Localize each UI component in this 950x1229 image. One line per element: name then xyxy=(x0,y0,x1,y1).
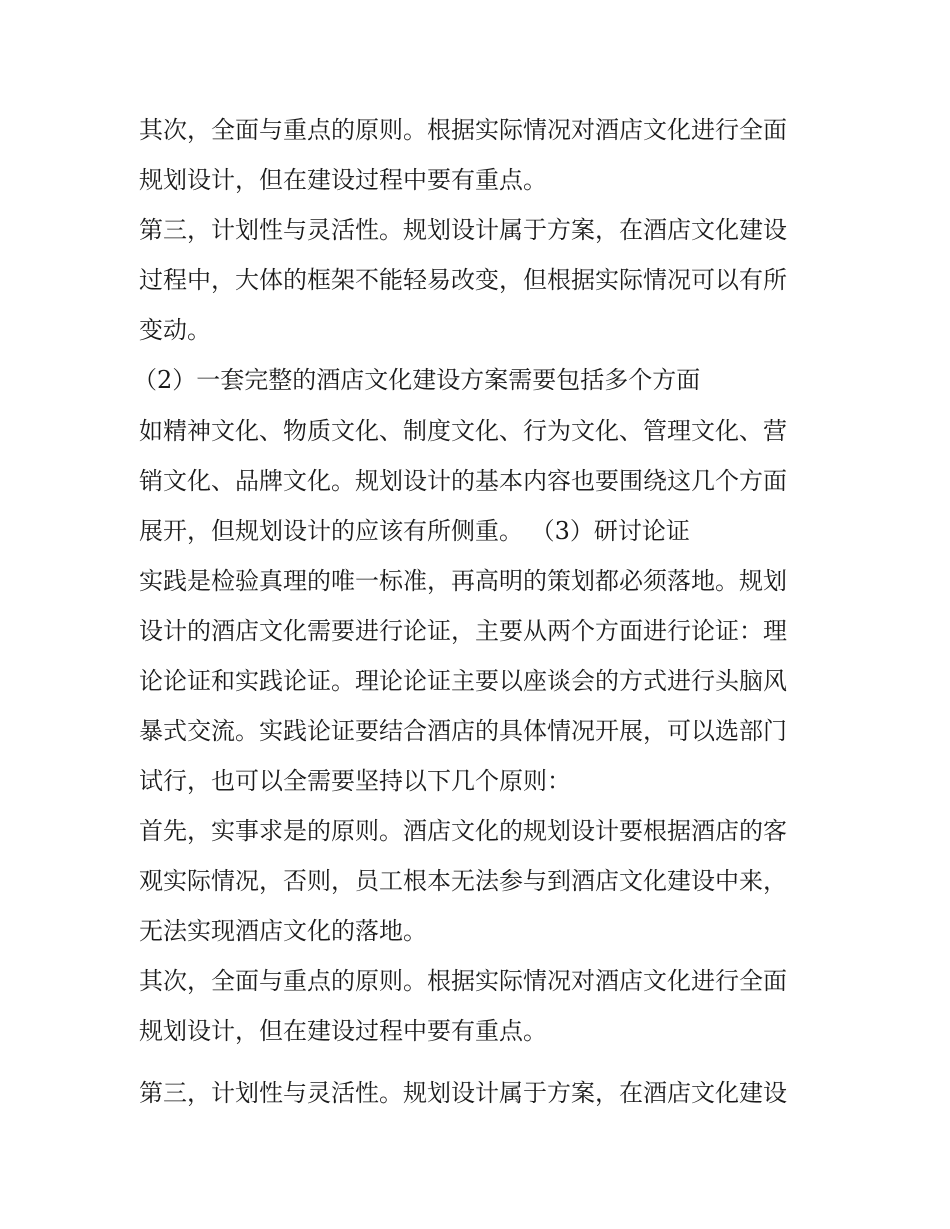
text-line: 其次，全面与重点的原则。根据实际情况对酒店文化进行全面 xyxy=(139,967,787,995)
text-line: 观实际情况，否则，员工根本无法参与到酒店文化建设中来， xyxy=(139,867,787,895)
text-line: 规划设计，但在建设过程中要有重点。 xyxy=(139,1017,547,1045)
text-line: 无法实现酒店文化的落地。 xyxy=(139,917,427,945)
text-line: 首先，实事求是的原则。酒店文化的规划设计要根据酒店的客 xyxy=(139,817,787,845)
text-line: 销文化、品牌文化。规划设计的基本内容也要围绕这几个方面 xyxy=(139,467,787,495)
text-line: 试行，也可以全需要坚持以下几个原则： xyxy=(139,767,571,795)
text-line: 实践是检验真理的唯一标准，再高明的策划都必须落地。规划 xyxy=(139,567,787,595)
text-line: 设计的酒店文化需要进行论证，主要从两个方面进行论证：理 xyxy=(139,617,787,645)
text-line: 规划设计，但在建设过程中要有重点。 xyxy=(139,166,547,194)
text-line: 第三，计划性与灵活性。规划设计属于方案，在酒店文化建设 xyxy=(139,1079,787,1107)
text-line: 论论证和实践论证。理论论证主要以座谈会的方式进行头脑风 xyxy=(139,667,787,695)
text-line: 第三，计划性与灵活性。规划设计属于方案，在酒店文化建设 xyxy=(139,216,787,244)
text-line: 其次，全面与重点的原则。根据实际情况对酒店文化进行全面 xyxy=(139,116,787,144)
section-heading-2: （2）一套完整的酒店文化建设方案需要包括多个方面 xyxy=(133,366,701,394)
text-line: 过程中，大体的框架不能轻易改变，但根据实际情况可以有所 xyxy=(139,266,787,294)
text-line: 变动。 xyxy=(139,316,211,344)
text-line: 展开，但规划设计的应该有所侧重。 （3）研讨论证 xyxy=(139,517,690,545)
text-line: 如精神文化、物质文化、制度文化、行为文化、管理文化、营 xyxy=(139,417,787,445)
text-line: 暴式交流。实践论证要结合酒店的具体情况开展，可以选部门 xyxy=(139,717,787,745)
